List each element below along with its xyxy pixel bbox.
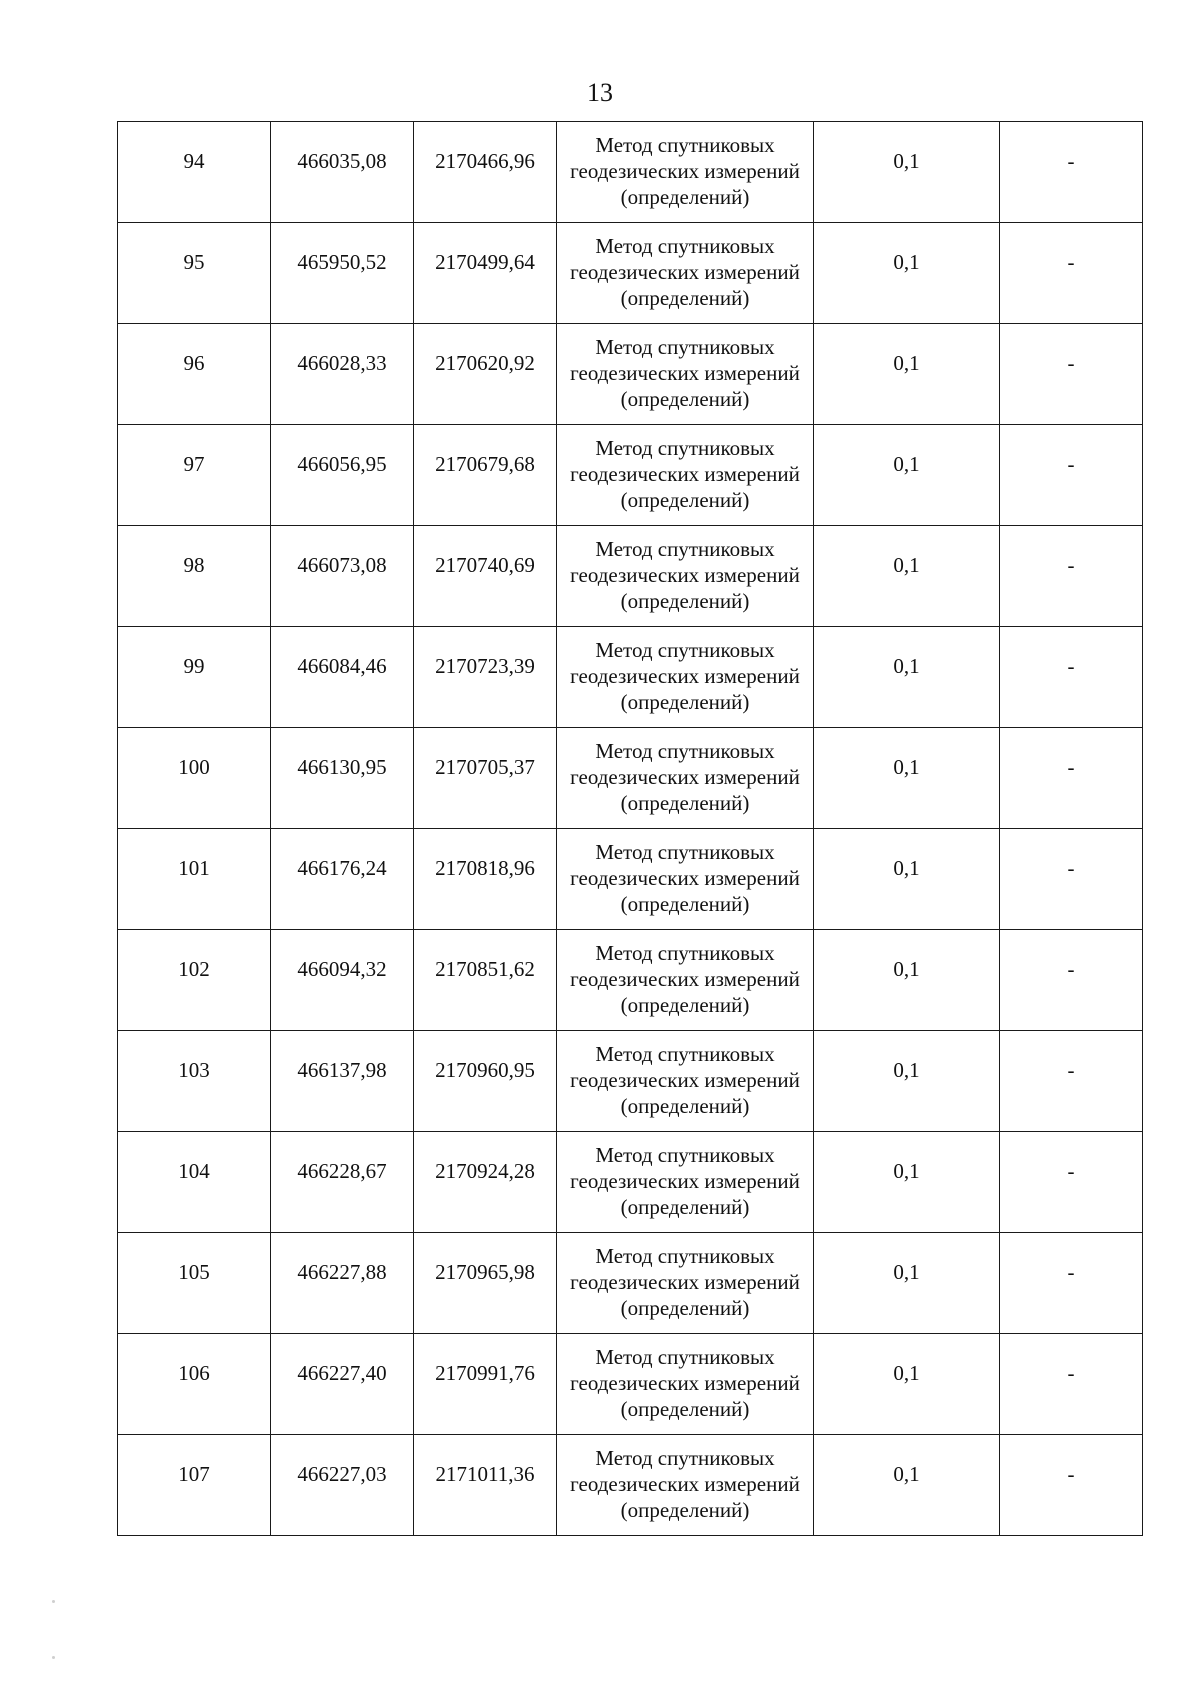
description-cell [1000,223,1143,324]
method-cell [557,526,814,627]
coordinate-y-text: 2170466,96 [435,149,535,173]
point-number-text: 98 [183,553,205,577]
coordinate-y-text: 2170679,68 [435,452,535,476]
point-number-text: 105 [178,1260,210,1284]
coordinate-y-text: 2170723,39 [435,654,535,678]
coordinate-y-cell [414,728,557,829]
point-number-cell [118,324,271,425]
method-cell [557,728,814,829]
scan-mark [52,1600,55,1603]
accuracy-cell [814,223,1000,324]
coordinate-x-text: 466130,95 [297,755,387,779]
point-number-cell [118,627,271,728]
description-cell [1000,829,1143,930]
accuracy-text: 0,1 [893,452,920,476]
method-cell [557,1132,814,1233]
accuracy-cell [814,930,1000,1031]
coordinate-x-text: 466056,95 [297,452,387,476]
description-text: - [1067,250,1075,274]
scan-mark [52,1656,55,1659]
coordinates-table-body [118,122,1143,1536]
coordinate-y-cell [414,425,557,526]
description-cell [1000,1233,1143,1334]
description-cell [1000,728,1143,829]
method-text: Метод спутниковых геодезических измерений (определений) [570,1345,800,1421]
method-text: Метод спутниковых геодезических измерений (определений) [570,638,800,714]
coordinate-x-text: 466227,88 [297,1260,387,1284]
description-cell [1000,930,1143,1031]
page-number: 13 [587,78,613,107]
accuracy-text: 0,1 [893,1462,920,1486]
description-text: - [1067,856,1075,880]
table-row [118,1435,1143,1536]
point-number-cell [118,1334,271,1435]
coordinate-x-text: 466137,98 [297,1058,387,1082]
coordinate-x-text: 466073,08 [297,553,387,577]
point-number-cell [118,223,271,324]
accuracy-cell [814,122,1000,223]
point-number-cell [118,1132,271,1233]
table-row [118,728,1143,829]
point-number-text: 100 [178,755,210,779]
method-text: Метод спутниковых геодезических измерений (определений) [570,436,800,512]
coordinate-y-cell [414,526,557,627]
method-cell [557,223,814,324]
coordinate-y-text: 2170960,95 [435,1058,535,1082]
coordinates-table [117,121,1143,1536]
method-text: Метод спутниковых геодезических измерений (определений) [570,537,800,613]
accuracy-cell [814,425,1000,526]
coordinate-y-text: 2170705,37 [435,755,535,779]
coordinate-x-text: 465950,52 [297,250,387,274]
accuracy-cell [814,526,1000,627]
point-number-cell [118,122,271,223]
point-number-cell [118,930,271,1031]
point-number-text: 103 [178,1058,210,1082]
method-text: Метод спутниковых геодезических измерений (определений) [570,739,800,815]
coordinate-y-cell [414,1132,557,1233]
description-cell [1000,1132,1143,1233]
accuracy-text: 0,1 [893,250,920,274]
coordinate-x-cell [271,223,414,324]
coordinate-x-cell [271,1334,414,1435]
method-cell [557,1031,814,1132]
method-text: Метод спутниковых геодезических измерений (определений) [570,1143,800,1219]
point-number-cell [118,425,271,526]
point-number-cell [118,1031,271,1132]
coordinate-y-text: 2170924,28 [435,1159,535,1183]
point-number-text: 96 [183,351,205,375]
coordinate-y-cell [414,223,557,324]
method-text: Метод спутниковых геодезических измерений (определений) [570,1042,800,1118]
method-cell [557,930,814,1031]
method-text: Метод спутниковых геодезических измерений (определений) [570,1244,800,1320]
coordinate-x-cell [271,324,414,425]
description-text: - [1067,452,1075,476]
table-row [118,1334,1143,1435]
coordinate-y-text: 2170965,98 [435,1260,535,1284]
coordinate-x-cell [271,1435,414,1536]
coordinate-x-cell [271,425,414,526]
coordinate-y-text: 2170499,64 [435,250,535,274]
description-cell [1000,1031,1143,1132]
description-text: - [1067,553,1075,577]
coordinate-y-cell [414,627,557,728]
coordinate-y-cell [414,1435,557,1536]
accuracy-text: 0,1 [893,856,920,880]
table-row [118,324,1143,425]
table-row [118,223,1143,324]
description-cell [1000,425,1143,526]
coordinate-x-cell [271,930,414,1031]
coordinate-x-cell [271,122,414,223]
point-number-cell [118,526,271,627]
method-text: Метод спутниковых геодезических измерений (определений) [570,133,800,209]
table-row [118,425,1143,526]
description-text: - [1067,1159,1075,1183]
point-number-text: 99 [183,654,205,678]
description-cell [1000,627,1143,728]
point-number-cell [118,829,271,930]
description-text: - [1067,957,1075,981]
point-number-cell [118,1233,271,1334]
coordinate-x-text: 466228,67 [297,1159,387,1183]
coordinate-x-text: 466084,46 [297,654,387,678]
point-number-text: 107 [178,1462,210,1486]
accuracy-text: 0,1 [893,1260,920,1284]
description-text: - [1067,654,1075,678]
coordinate-x-cell [271,627,414,728]
coordinate-y-text: 2170818,96 [435,856,535,880]
table-row [118,1031,1143,1132]
description-text: - [1067,1058,1075,1082]
method-cell [557,829,814,930]
method-cell [557,1435,814,1536]
table-row [118,526,1143,627]
method-cell [557,1334,814,1435]
point-number-cell [118,728,271,829]
description-cell [1000,122,1143,223]
coordinate-y-cell [414,324,557,425]
coordinate-y-text: 2171011,36 [435,1462,535,1486]
accuracy-cell [814,1031,1000,1132]
method-cell [557,324,814,425]
accuracy-cell [814,627,1000,728]
table-row [118,1233,1143,1334]
accuracy-text: 0,1 [893,149,920,173]
coordinate-y-text: 2170851,62 [435,957,535,981]
accuracy-text: 0,1 [893,351,920,375]
table-row [118,627,1143,728]
accuracy-text: 0,1 [893,1159,920,1183]
coordinate-x-cell [271,829,414,930]
coordinate-y-cell [414,1233,557,1334]
accuracy-cell [814,728,1000,829]
point-number-text: 95 [183,250,205,274]
coordinate-x-text: 466028,33 [297,351,387,375]
accuracy-text: 0,1 [893,553,920,577]
coordinate-y-cell [414,1031,557,1132]
accuracy-cell [814,1233,1000,1334]
coordinate-x-text: 466227,40 [297,1361,387,1385]
coordinate-y-text: 2170991,76 [435,1361,535,1385]
coordinate-x-cell [271,1233,414,1334]
coordinate-x-text: 466094,32 [297,957,387,981]
point-number-text: 101 [178,856,210,880]
coordinate-y-cell [414,829,557,930]
point-number-text: 94 [183,149,205,173]
method-text: Метод спутниковых геодезических измерений (определений) [570,335,800,411]
method-cell [557,627,814,728]
accuracy-text: 0,1 [893,755,920,779]
description-text: - [1067,149,1075,173]
coordinate-x-text: 466176,24 [297,856,387,880]
point-number-cell [118,1435,271,1536]
coordinate-y-text: 2170740,69 [435,553,535,577]
description-text: - [1067,1462,1075,1486]
point-number-text: 106 [178,1361,210,1385]
accuracy-cell [814,1334,1000,1435]
coordinate-y-cell [414,1334,557,1435]
accuracy-text: 0,1 [893,1361,920,1385]
method-text: Метод спутниковых геодезических измерений (определений) [570,840,800,916]
point-number-text: 104 [178,1159,210,1183]
description-cell [1000,526,1143,627]
accuracy-text: 0,1 [893,1058,920,1082]
accuracy-text: 0,1 [893,957,920,981]
method-cell [557,1233,814,1334]
coordinate-y-cell [414,930,557,1031]
accuracy-cell [814,1132,1000,1233]
description-text: - [1067,755,1075,779]
method-text: Метод спутниковых геодезических измерений (определений) [570,1446,800,1522]
table-row [118,122,1143,223]
point-number-text: 102 [178,957,210,981]
coordinate-x-text: 466227,03 [297,1462,387,1486]
table-row [118,930,1143,1031]
method-text: Метод спутниковых геодезических измерений (определений) [570,941,800,1017]
coordinate-x-cell [271,1132,414,1233]
description-cell [1000,1334,1143,1435]
coordinate-x-cell [271,526,414,627]
method-text: Метод спутниковых геодезических измерений (определений) [570,234,800,310]
table-row [118,829,1143,930]
coordinate-y-text: 2170620,92 [435,351,535,375]
description-text: - [1067,1361,1075,1385]
description-text: - [1067,351,1075,375]
table-row [118,1132,1143,1233]
coordinate-x-cell [271,728,414,829]
description-cell [1000,1435,1143,1536]
accuracy-text: 0,1 [893,654,920,678]
point-number-text: 97 [183,452,205,476]
coordinate-y-cell [414,122,557,223]
accuracy-cell [814,829,1000,930]
description-cell [1000,324,1143,425]
description-text: - [1067,1260,1075,1284]
coordinate-x-cell [271,1031,414,1132]
method-cell [557,122,814,223]
method-cell [557,425,814,526]
accuracy-cell [814,324,1000,425]
coordinate-x-text: 466035,08 [297,149,387,173]
accuracy-cell [814,1435,1000,1536]
